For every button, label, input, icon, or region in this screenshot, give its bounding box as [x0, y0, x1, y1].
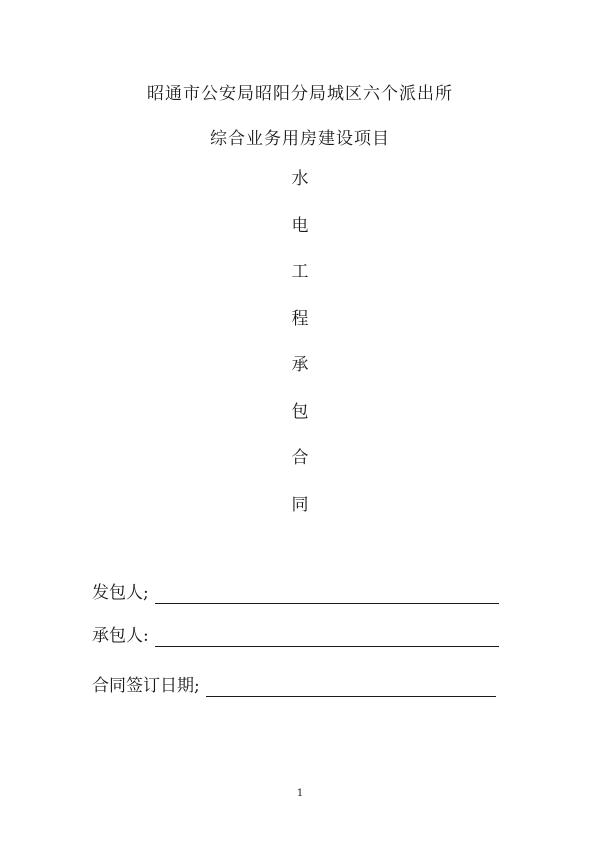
- contract-title-char: 水: [291, 169, 309, 189]
- sign-date-label: 合同签订日期;: [92, 676, 200, 696]
- issuer-field: [92, 580, 499, 604]
- contract-title-char: 承: [291, 355, 309, 375]
- contractor-label: 承包人:: [92, 626, 149, 646]
- contract-title-char: 包: [291, 401, 309, 422]
- issuer-label: 发包人;: [92, 583, 149, 603]
- contract-title-char: 工: [291, 262, 309, 282]
- contract-title-char: 同: [291, 494, 309, 515]
- contractor-signature-line: [155, 628, 499, 647]
- sign-date-line: [206, 678, 496, 697]
- issuer-signature-line: [155, 585, 499, 604]
- project-title-line-2: 综合业务用房建设项目: [210, 129, 390, 149]
- page-number: 1: [296, 788, 304, 799]
- project-title-line-1: 昭通市公安局昭阳分局城区六个派出所: [147, 84, 453, 104]
- contractor-field: [92, 623, 499, 647]
- contract-title-char: 合: [291, 448, 309, 468]
- sign-date-field: [92, 673, 496, 697]
- contract-title-char: 程: [291, 308, 309, 329]
- contract-title-char: 电: [291, 215, 309, 236]
- contract-title-vertical: [285, 168, 315, 540]
